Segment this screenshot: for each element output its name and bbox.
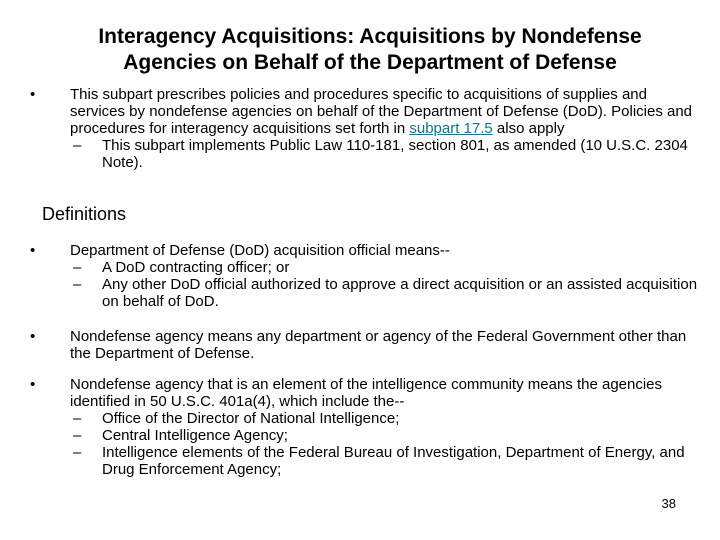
dash-marker: – (73, 259, 82, 276)
definition-sub-item (28, 444, 698, 478)
definition-sub-item (28, 259, 698, 276)
dash-marker: – (73, 410, 82, 427)
intro-text-before-link: This subpart prescribes policies and procedures specific to acquisitions of supplies and services by nondefense agencies on behalf of the Department of Defense (DoD). Policies and procedures for interagency acquisitions set forth in (70, 86, 693, 137)
page-title-line-1: Interagency Acquisitions: Acquisitions by Nondefense (98, 25, 642, 48)
definition-text: Nondefense agency that is an element of the intelligence community means the agencies identified in 50 U.S.C. 401a(4), which include the-- (70, 376, 663, 410)
page-title-line-2: Agencies on Behalf of the Department of Defense (123, 51, 617, 74)
dash-marker: – (73, 137, 82, 154)
definition-text: Department of Defense (DoD) acquisition official means-- (70, 242, 450, 259)
definition-intelligence-community-agency (28, 376, 698, 478)
definition-bullet-item (28, 376, 698, 410)
definition-sub-item-text: A DoD contracting officer; or (102, 259, 290, 276)
definition-sub-item-text: Intelligence elements of the Federal Bureau of Investigation, Department of Energy, and Drug Enforcement Agency; (102, 444, 685, 478)
intro-sub-item (28, 137, 698, 171)
bullet-marker: • (30, 328, 36, 345)
page-number: 38 (661, 496, 676, 511)
dash-marker: – (73, 276, 82, 293)
subpart-17-5-link[interactable]: subpart 17.5 (409, 120, 493, 137)
intro-bullet-item (28, 86, 698, 137)
definition-text: Nondefense agency means any department or agency of the Federal Government other than the Department of Defense. (70, 328, 687, 362)
definition-sub-item (28, 410, 698, 427)
intro-sub-item-text: This subpart implements Public Law 110-181, section 801, as amended (10 U.S.C. 2304 Note). (102, 137, 688, 171)
definition-sub-item-text: Any other DoD official authorized to approve a direct acquisition or an assisted acquisition on behalf of DoD. (102, 276, 698, 310)
definition-bullet-item (28, 328, 698, 362)
definition-sub-item-text: Office of the Director of National Intelligence; (102, 410, 400, 427)
definition-bullet-item (28, 242, 698, 259)
definition-sub-item (28, 427, 698, 444)
dash-marker: – (73, 444, 82, 461)
bullet-marker: • (30, 242, 36, 259)
definition-nondefense-agency (28, 328, 698, 362)
bullet-marker: • (30, 376, 36, 393)
definitions-heading: Definitions (42, 204, 127, 224)
dash-marker: – (73, 427, 82, 444)
definition-dod-acquisition-official (28, 242, 698, 310)
page-title (50, 24, 690, 76)
intro-section (28, 86, 698, 171)
definition-sub-item (28, 276, 698, 310)
intro-text-after-link: also apply (492, 120, 565, 137)
bullet-marker: • (30, 86, 36, 103)
definition-sub-item-text: Central Intelligence Agency; (102, 427, 288, 444)
